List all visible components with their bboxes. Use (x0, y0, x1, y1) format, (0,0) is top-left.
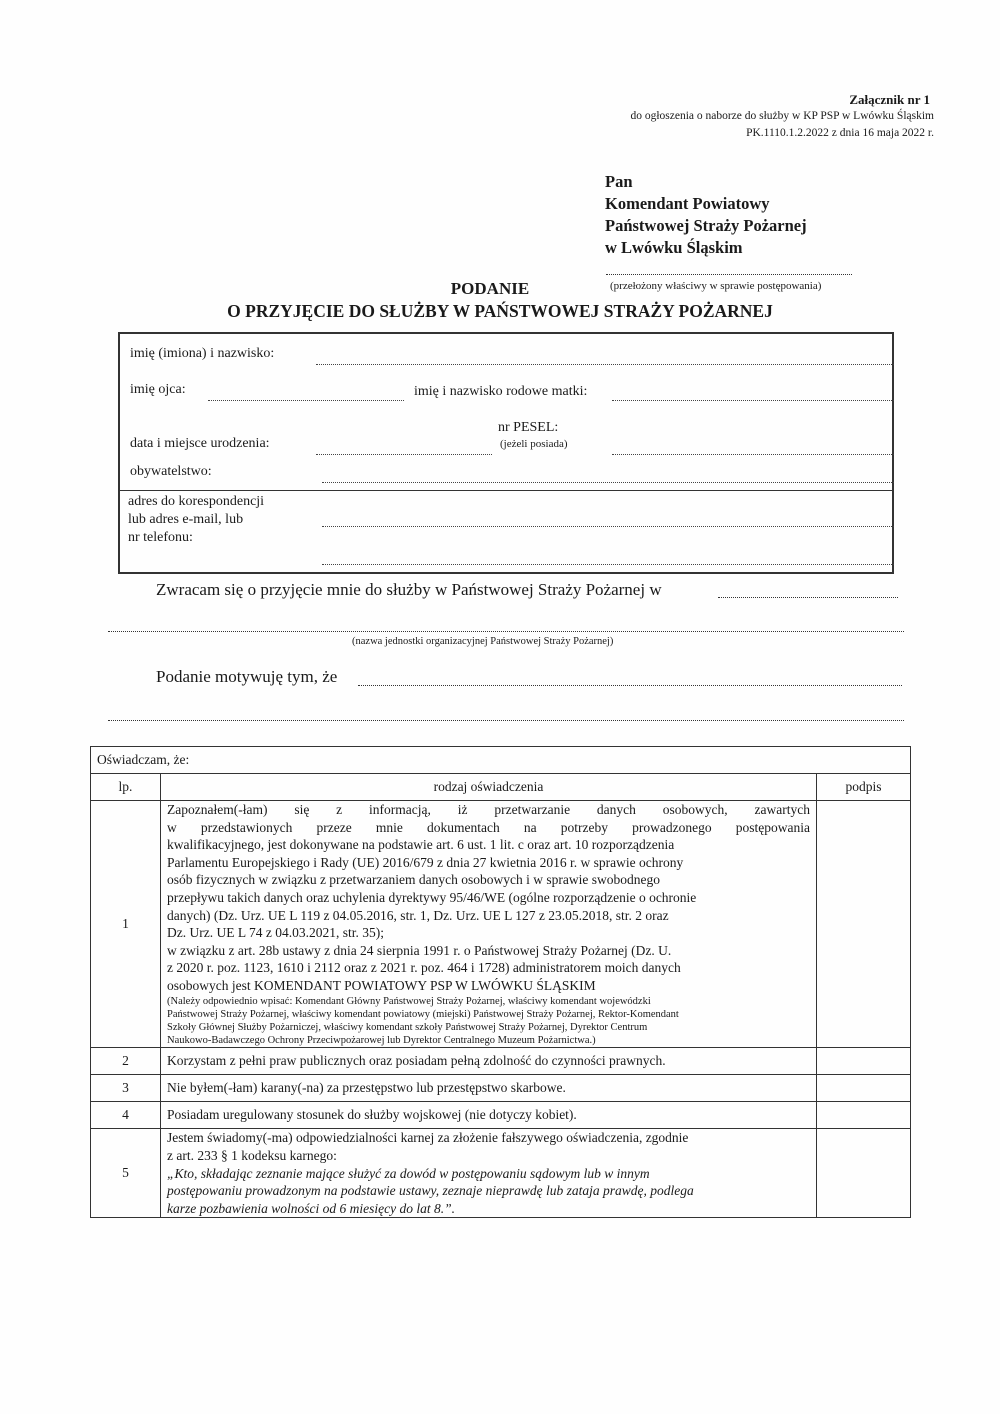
statement-quote-line: postępowaniu prowadzonym na podstawie ustawy, zeznaje nieprawdę lub zataja prawdę, podlega (167, 1183, 694, 1199)
statements-table (90, 746, 911, 1218)
pesel-note: (jeżeli posiada) (500, 438, 568, 450)
document-subtitle: O PRZYJĘCIE DO SŁUŻBY W PAŃSTWOWEJ STRAŻY POŻARNEJ (227, 301, 773, 321)
citizenship-field[interactable] (322, 482, 894, 483)
table-row (91, 1102, 911, 1129)
address-label-3: nr telefonu: (128, 530, 193, 545)
address-field-1[interactable] (322, 526, 894, 527)
row-number: 2 (91, 1048, 161, 1075)
unit-field-1[interactable] (718, 583, 898, 598)
pesel-label: nr PESEL: (498, 420, 559, 435)
annex-title: Załącznik nr 1 (849, 92, 930, 107)
mother-name-label: imię i nazwisko rodowe matki: (414, 384, 588, 399)
citizenship-label: obywatelstwo: (130, 464, 212, 479)
motivation-text: Podanie motywuję tym, że (156, 667, 338, 686)
motivation-field-2[interactable] (108, 706, 904, 721)
statement-line: danych) (Dz. Urz. UE L 119 z 04.05.2016, str. 1, Dz. Urz. UE L 127 z 23.05.2018, str. 2 oraz (167, 907, 669, 923)
document-title: PODANIE (450, 279, 530, 298)
birth-field[interactable] (316, 454, 492, 455)
name-field[interactable] (316, 364, 894, 365)
statement-line: przepływu takich danych oraz uchylenia dyrektywy 95/46/WE (ogólne rozporządzenie o ochronie (167, 889, 697, 905)
statement-line: Jestem świadomy(-ma) odpowiedzialności karnej za złożenie fałszywego oświadczenia, zgodnie (167, 1130, 689, 1146)
col-header-type: rodzaj oświadczenia (161, 774, 817, 801)
col-header-sign: podpis (817, 774, 911, 801)
personal-data-box (118, 332, 894, 574)
pesel-field[interactable] (612, 454, 894, 455)
table-row (91, 1075, 911, 1102)
statement-text (161, 1129, 817, 1218)
statement-line: osób fizycznych w związku z przetwarzaniem danych osobowych i w sprawie swobodnego (167, 872, 660, 888)
statements-intro: Oświadczam, że: (91, 747, 911, 774)
table-row (91, 1048, 911, 1075)
request-text: Zwracam się o przyjęcie mnie do służby w Państwowej Straży Pożarnej w (156, 580, 662, 599)
statement-line: z 2020 r. poz. 1123, 1610 i 2112 oraz z 2021 r. poz. 464 i 1728) administratorem moich danych (167, 960, 681, 976)
box-divider (120, 490, 892, 491)
statement-text (161, 801, 817, 1048)
row-number: 3 (91, 1075, 161, 1102)
addressee-line-2: Komendant Powiatowy (605, 194, 770, 213)
statement-text: Korzystam z pełni praw publicznych oraz posiadam pełną zdolność do czynności prawnych. (161, 1048, 817, 1075)
motivation-field-1[interactable] (358, 671, 902, 686)
addressee-line-1: Pan (605, 172, 633, 191)
table-row (91, 1129, 911, 1218)
addressee-line-3: Państwowej Straży Pożarnej (605, 216, 807, 235)
annex-number: PK.1110.1.2.2022 z dnia 16 maja 2022 r. (746, 127, 934, 139)
statement-note-line: Państwowej Straży Pożarnej, właściwy komendant powiatowy (miejski) Państwowej Straży Pożarnej, Rektor-Komendant (167, 1008, 679, 1020)
superior-note: (przełożony właściwy w sprawie postępowania) (610, 280, 822, 292)
superior-field[interactable] (606, 262, 852, 275)
statement-line: z art. 233 § 1 kodeksu karnego: (167, 1147, 337, 1163)
row-number: 4 (91, 1102, 161, 1129)
statement-text: Posiadam uregulowany stosunek do służby wojskowej (nie dotyczy kobiet). (161, 1102, 817, 1129)
statement-quote-line: „Kto, składając zeznanie mające służyć za dowód w postępowaniu sądowym lub w innym (167, 1165, 650, 1181)
signature-cell[interactable] (817, 1129, 911, 1218)
unit-note: (nazwa jednostki organizacyjnej Państwowej Straży Pożarnej) (352, 636, 614, 647)
row-number: 5 (91, 1129, 161, 1218)
father-name-field[interactable] (208, 400, 404, 401)
signature-cell[interactable] (817, 1102, 911, 1129)
statement-note-line: Szkoły Głównej Służby Pożarniczej, właściwy komendant szkoły Państwowej Straży Pożarnej, Dyrektor Centrum (167, 1021, 648, 1033)
addressee-line-4: w Lwówku Śląskim (605, 238, 743, 257)
table-row (91, 801, 911, 1048)
statement-line: kwalifikacyjnego, jest dokonywane na podstawie art. 6 ust. 1 lit. c oraz art. 10 rozporządzenia (167, 837, 675, 853)
statement-text: Nie byłem(-łam) karany(-na) za przestępstwo lub przestępstwo skarbowe. (161, 1075, 817, 1102)
unit-field-2[interactable] (108, 617, 904, 632)
statement-line: w przedstawionych przeze mnie dokumentach na potrzeby prowadzonego postępowania (167, 819, 810, 835)
address-label-2: lub adres e-mail, lub (128, 512, 244, 527)
statement-line: Dz. Urz. UE L 74 z 04.03.2021, str. 35); (167, 925, 384, 941)
signature-cell[interactable] (817, 1048, 911, 1075)
signature-cell[interactable] (817, 1075, 911, 1102)
statement-quote-line: karze pozbawienia wolności od 6 miesięcy do lat 8.”. (167, 1200, 455, 1216)
statement-line: osobowych jest KOMENDANT POWIATOWY PSP W LWÓWKU ŚLĄSKIM (167, 977, 596, 993)
statement-line: Zapoznałem(-łam) się z informacją, iż przetwarzanie danych osobowych, zawartych (167, 802, 810, 817)
name-label: imię (imiona) i nazwisko: (130, 346, 275, 361)
mother-name-field[interactable] (612, 400, 894, 401)
statement-note-line: Naukowo-Badawczego Ochrony Przeciwpożarowej lub Dyrektor Centralnego Muzeum Pożarnictwa.) (167, 1035, 596, 1047)
address-field-2[interactable] (322, 564, 894, 565)
signature-cell[interactable] (817, 801, 911, 1048)
address-label-1: adres do korespondencji (128, 494, 265, 509)
father-name-label: imię ojca: (130, 382, 186, 397)
statements-intro-row (91, 747, 911, 774)
statement-line: w związku z art. 28b ustawy z dnia 24 sierpnia 1991 r. o Państwowej Straży Pożarnej (Dz. U. (167, 942, 672, 958)
annex-reference: do ogłoszenia o naborze do służby w KP PSP w Lwówku Śląskim (630, 110, 934, 122)
birth-label: data i miejsce urodzenia: (130, 436, 270, 451)
statement-line: Parlamentu Europejskiego i Rady (UE) 2016/679 z dnia 27 kwietnia 2016 r. w sprawie ochrony (167, 854, 684, 870)
table-header-row (91, 774, 911, 801)
row-number: 1 (91, 801, 161, 1048)
col-header-no: lp. (91, 774, 161, 801)
statement-note-line: (Należy odpowiednio wpisać: Komendant Główny Państwowej Straży Pożarnej, właściwy komendant wojewódzki (167, 995, 651, 1007)
